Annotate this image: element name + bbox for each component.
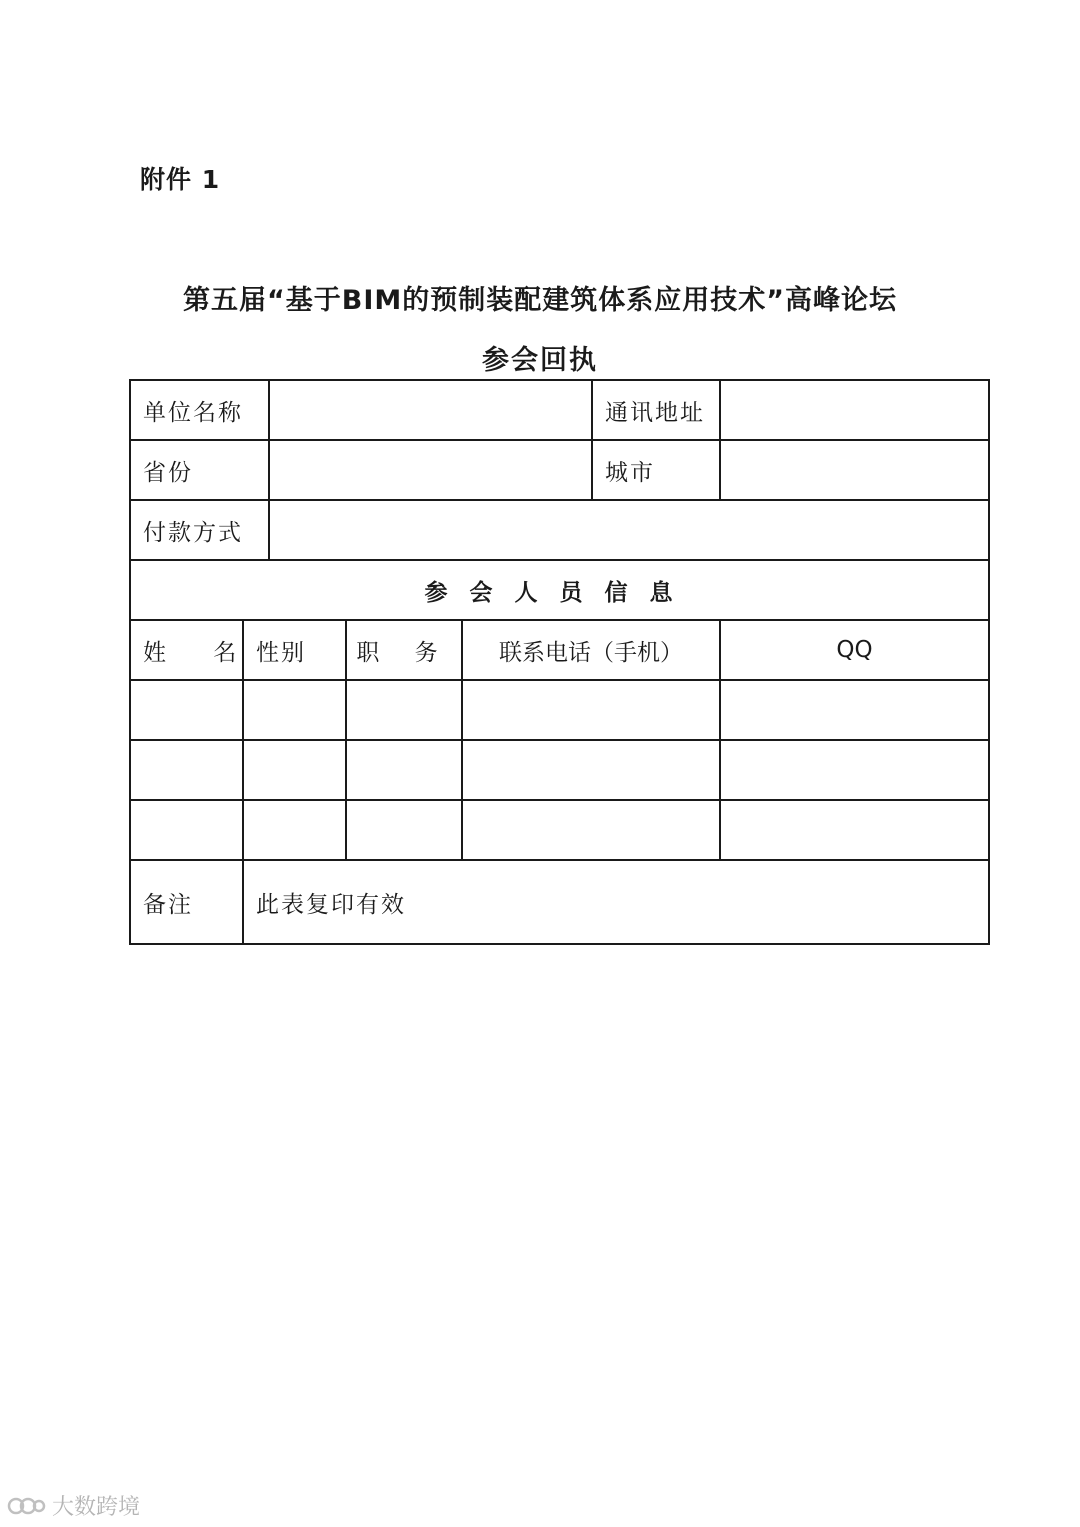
- registration-form-table: [129, 379, 990, 945]
- attendee-name-cell[interactable]: [130, 800, 243, 860]
- attendee-qq-cell[interactable]: [720, 800, 989, 860]
- city-label: 城市: [592, 440, 720, 500]
- attendee-gender-cell[interactable]: [243, 800, 346, 860]
- org-name-label: 单位名称: [130, 380, 269, 440]
- section-row: [130, 560, 989, 620]
- attendee-phone-cell[interactable]: [462, 800, 720, 860]
- attendee-gender-cell[interactable]: [243, 740, 346, 800]
- attendee-position-cell[interactable]: [346, 800, 462, 860]
- attendee-section-title: 参会人员信息: [130, 560, 989, 620]
- watermark: [8, 1490, 140, 1521]
- attendee-qq-cell[interactable]: [720, 680, 989, 740]
- payment-field[interactable]: [269, 500, 989, 560]
- document-title: 第五届“基于BIM的预制装配建筑体系应用技术”高峰论坛: [183, 285, 897, 316]
- location-row: [130, 440, 989, 500]
- remarks-text: 此表复印有效: [243, 860, 989, 944]
- column-header-phone: 联系电话（手机）: [462, 620, 720, 680]
- column-header-position: 职 务: [346, 620, 462, 680]
- org-row: [130, 380, 989, 440]
- column-header-gender: 性别: [243, 620, 346, 680]
- watermark-text: 大数跨境: [52, 1495, 141, 1520]
- remarks-label: 备注: [130, 860, 243, 944]
- address-field[interactable]: [720, 380, 989, 440]
- attendee-phone-cell[interactable]: [462, 740, 720, 800]
- province-label: 省份: [130, 440, 269, 500]
- attendee-position-cell[interactable]: [346, 680, 462, 740]
- attendee-name-cell[interactable]: [130, 740, 243, 800]
- attendee-name-cell[interactable]: [130, 680, 243, 740]
- attendee-qq-cell[interactable]: [720, 740, 989, 800]
- watermark-logo-icon: [8, 1495, 46, 1517]
- header-row: [130, 620, 989, 680]
- column-header-qq: QQ: [720, 620, 989, 680]
- address-label: 通讯地址: [592, 380, 720, 440]
- attendee-position-cell[interactable]: [346, 740, 462, 800]
- attendee-row: [130, 740, 989, 800]
- attachment-label: 附件 1: [140, 165, 221, 194]
- attendee-row: [130, 680, 989, 740]
- org-name-field[interactable]: [269, 380, 592, 440]
- payment-label: 付款方式: [130, 500, 269, 560]
- remarks-row: [130, 860, 989, 944]
- province-field[interactable]: [269, 440, 592, 500]
- document-subtitle: 参会回执: [482, 345, 598, 376]
- attendee-phone-cell[interactable]: [462, 680, 720, 740]
- city-field[interactable]: [720, 440, 989, 500]
- attendee-gender-cell[interactable]: [243, 680, 346, 740]
- payment-row: [130, 500, 989, 560]
- attendee-row: [130, 800, 989, 860]
- column-header-name: 姓 名: [130, 620, 243, 680]
